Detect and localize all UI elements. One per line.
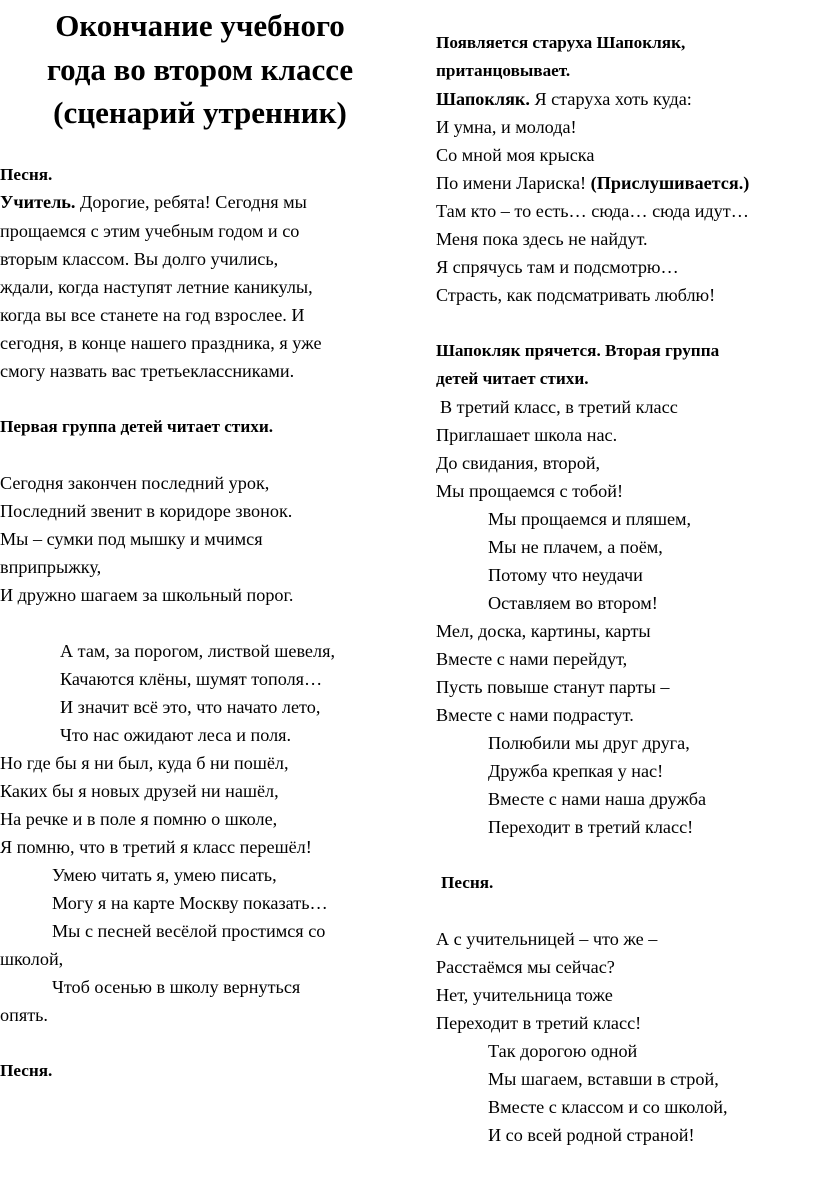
text-line	[436, 229, 648, 249]
line-text: Вместе с нами подрастут.	[436, 705, 634, 725]
text-line	[0, 753, 289, 773]
text-line	[436, 677, 669, 697]
line-text: Оставляем во втором!	[488, 593, 658, 613]
line-text: Мы не плачем, а поём,	[488, 537, 663, 557]
line-text: Я помню, что в третий я класс перешёл!	[0, 837, 312, 857]
text-line	[60, 669, 322, 689]
text-line	[0, 529, 263, 549]
text-line	[436, 201, 749, 221]
text-line	[52, 893, 328, 913]
line-text: Нет, учительница тоже	[436, 985, 613, 1005]
text-line	[0, 1005, 48, 1025]
text-line	[436, 929, 657, 949]
text-line	[436, 481, 623, 501]
text-line	[52, 865, 277, 885]
title-line: Окончание учебного	[55, 8, 345, 43]
line-text: Так дорогою одной	[488, 1041, 638, 1061]
text-line	[488, 1097, 728, 1117]
text-line	[436, 1013, 641, 1033]
line-text: Там кто – то есть… сюда… сюда идут…	[436, 201, 749, 221]
line-text: Мел, доска, картины, карты	[436, 621, 651, 641]
stage-direction	[436, 369, 589, 389]
speaker-name: Учитель.	[0, 192, 76, 212]
stage-direction	[0, 165, 52, 185]
title-line: (сценарий утренник)	[53, 95, 347, 130]
text-line	[488, 761, 663, 781]
line-text: И значит всё это, что начато лето,	[60, 697, 321, 717]
text-line	[0, 192, 307, 212]
line-text: Чтоб осенью в школу вернуться	[52, 977, 301, 997]
line-text: Приглашает школа нас.	[436, 425, 618, 445]
line-text: И со всей родной страной!	[488, 1125, 695, 1145]
line-text: Последний звенит в коридоре звонок.	[0, 501, 293, 521]
line-text: Каких бы я новых друзей ни нашёл,	[0, 781, 279, 801]
line-text: Мы – сумки под мышку и мчимся	[0, 529, 263, 549]
line-text: прощаемся с этим учебным годом и со	[0, 221, 300, 241]
text-line	[0, 949, 63, 969]
line-text: И дружно шагаем за школьный порог.	[0, 585, 294, 605]
text-line	[436, 621, 651, 641]
text-line	[0, 809, 277, 829]
text-line	[60, 697, 320, 717]
text-line	[436, 425, 617, 445]
text-line	[0, 333, 322, 353]
text-line	[488, 1125, 695, 1145]
line-text: А там, за порогом, листвой шевеля,	[60, 641, 335, 661]
line-text: Полюбили мы друг друга,	[488, 733, 690, 753]
line-text: сегодня, в конце нашего праздника, я уже	[0, 333, 322, 353]
speaker-name: Шапокляк.	[436, 89, 530, 109]
line-text: Я спрячусь там и подсмотрю…	[436, 257, 679, 277]
text-line	[436, 705, 634, 725]
text-line	[0, 837, 312, 857]
line-text: Мы прощаемся с тобой!	[436, 481, 624, 501]
text-line	[0, 249, 278, 269]
text-line	[0, 585, 293, 605]
stage-direction	[436, 61, 570, 81]
line-text: Но где бы я ни был, куда б ни пошёл,	[0, 753, 289, 773]
text-line	[52, 977, 300, 997]
line-text: Умею читать я, умею писать,	[52, 865, 277, 885]
line-text: На речке и в поле я помню о школе,	[0, 809, 278, 829]
text-line	[488, 1069, 719, 1089]
text-line	[436, 117, 577, 137]
text-line	[0, 277, 313, 297]
line-text: Качаются клёны, шумят тополя…	[60, 669, 323, 689]
text-line	[436, 649, 627, 669]
line-text: Песня.	[441, 873, 494, 892]
text-line	[0, 305, 305, 325]
line-text: В третий класс, в третий класс	[440, 397, 678, 417]
line-text: Потому что неудачи	[488, 565, 643, 585]
line-text: Мы прощаемся и пляшем,	[488, 509, 692, 529]
document-title	[0, 4, 400, 135]
stage-remark: (Прислушивается.)	[590, 173, 750, 193]
line-text: школой,	[0, 949, 64, 969]
stage-direction	[441, 873, 493, 893]
line-text: Со мной моя крыска	[436, 145, 595, 165]
line-text: ждали, когда наступят летние каникулы,	[0, 277, 313, 297]
line-text: До свидания, второй,	[436, 453, 601, 473]
text-line	[60, 641, 335, 661]
line-text: Вместе с классом и со школой,	[488, 1097, 728, 1117]
text-line	[488, 565, 643, 585]
line-text: Вместе с нами наша дружба	[488, 789, 707, 809]
line-text: вприпрыжку,	[0, 557, 102, 577]
stage-direction	[0, 1061, 52, 1081]
line-text: когда вы все станете на год взрослее. И	[0, 305, 305, 325]
text-line	[488, 817, 693, 837]
text-line	[436, 257, 679, 277]
text-line	[436, 89, 692, 109]
line-text: вторым классом. Вы долго учились,	[0, 249, 279, 269]
text-line	[0, 361, 294, 381]
line-text: Могу я на карте Москву показать…	[52, 893, 328, 913]
line-text: А с учительницей – что же –	[436, 929, 658, 949]
text-line	[52, 921, 325, 941]
stage-direction	[0, 417, 273, 437]
line-text: пританцовывает.	[436, 61, 571, 80]
text-line	[488, 509, 691, 529]
line-text: Появляется старуха Шапокляк,	[436, 33, 686, 52]
text-line	[0, 781, 279, 801]
line-text: Пусть повыше станут парты –	[436, 677, 670, 697]
line-text: Песня.	[0, 165, 53, 184]
text-line	[488, 733, 690, 753]
stage-direction	[436, 341, 719, 361]
line-text: Мы шагаем, вставши в строй,	[488, 1069, 719, 1089]
text-line	[436, 145, 594, 165]
line-text: И умна, и молода!	[436, 117, 577, 137]
text-line	[0, 221, 299, 241]
line-text: опять.	[0, 1005, 48, 1025]
line-text: Меня пока здесь не найдут.	[436, 229, 648, 249]
stage-direction	[436, 33, 685, 53]
line-text: Переходит в третий класс!	[436, 1013, 642, 1033]
text-line	[488, 537, 663, 557]
line-text: Шапокляк прячется. Вторая группа	[436, 341, 720, 360]
line-text: Расстаёмся мы сейчас?	[436, 957, 615, 977]
line-text: Песня.	[0, 1061, 53, 1080]
title-line: года во втором классе	[46, 51, 354, 87]
text-line	[488, 593, 658, 613]
line-text: Вместе с нами перейдут,	[436, 649, 628, 669]
line-text: По имени Лариска!	[436, 173, 591, 193]
text-line	[0, 501, 292, 521]
text-line	[436, 285, 715, 305]
line-text: Дорогие, ребята! Сегодня мы	[75, 192, 307, 212]
text-line	[440, 397, 678, 417]
text-line	[0, 557, 101, 577]
line-text: Что нас ожидают леса и поля.	[60, 725, 292, 745]
line-text: Мы с песней весёлой простимся со	[52, 921, 326, 941]
text-line	[0, 473, 269, 493]
line-text: Я старуха хоть куда:	[529, 89, 692, 109]
line-text: смогу назвать вас третьеклассниками.	[0, 361, 295, 381]
text-line	[436, 173, 749, 193]
text-line	[60, 725, 291, 745]
text-line	[436, 985, 613, 1005]
line-text: Страсть, как подсматривать люблю!	[436, 285, 716, 305]
text-line	[488, 789, 706, 809]
line-text: Дружба крепкая у нас!	[488, 761, 664, 781]
text-line	[488, 1041, 637, 1061]
line-text: детей читает стихи.	[436, 369, 589, 388]
line-text: Первая группа детей читает стихи.	[0, 417, 274, 436]
text-line	[436, 453, 600, 473]
line-text: Переходит в третий класс!	[488, 817, 694, 837]
line-text: Сегодня закончен последний урок,	[0, 473, 270, 493]
text-line	[436, 957, 615, 977]
